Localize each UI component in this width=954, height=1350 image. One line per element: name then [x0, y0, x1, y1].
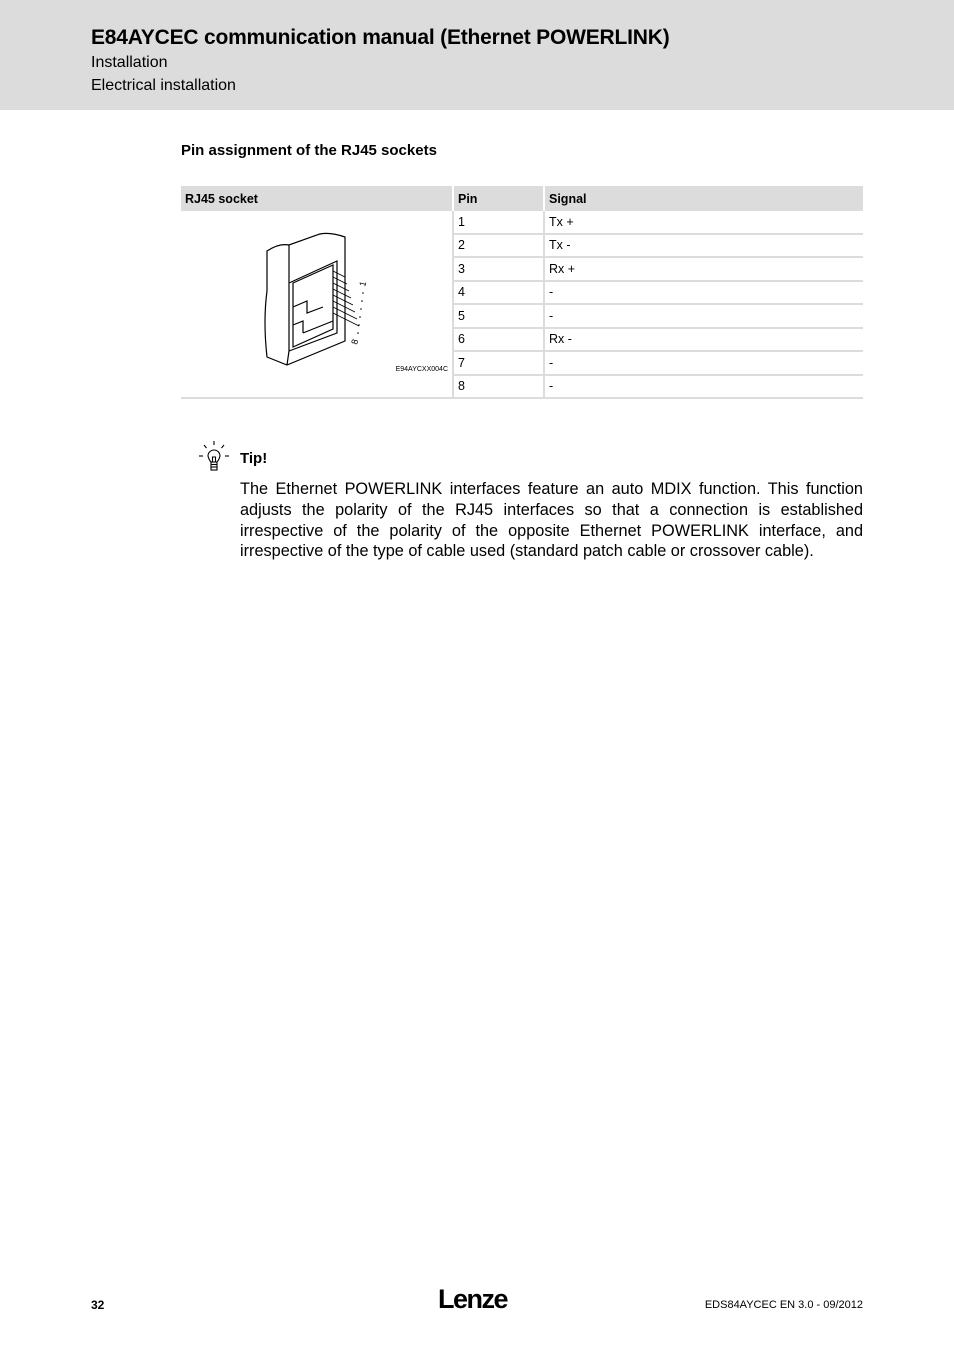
- table-row: [181, 211, 863, 235]
- pin-cell: 5: [452, 305, 543, 329]
- breadcrumb-installation: Installation: [91, 54, 168, 71]
- signal-cell: Tx -: [543, 235, 863, 259]
- signal-cell: -: [543, 282, 863, 306]
- pin-cell: 7: [452, 352, 543, 376]
- pin-cell: 2: [452, 235, 543, 259]
- page-number: 32: [91, 1298, 105, 1312]
- pin-cell: 1: [452, 211, 543, 235]
- tip-text: The Ethernet POWERLINK interfaces feature an auto MDIX function. This function adjusts the polarity of the RJ45 interfaces so that a connection is established irrespective of the polarity of the opposite Ethernet POWERLINK interface, and irrespective of the type of cable used (standard patch cable or crossover cable).: [240, 480, 863, 561]
- rj45-socket-drawing: [259, 221, 379, 371]
- signal-cell: -: [543, 376, 863, 400]
- lightbulb-icon: [197, 440, 231, 479]
- pin-cell: 3: [452, 258, 543, 282]
- pin-label-8: 8: [349, 338, 361, 346]
- rj45-figure: [181, 211, 452, 397]
- tip-label: Tip!: [240, 450, 268, 467]
- figure-code: E94AYCXX004C: [395, 366, 448, 373]
- signal-cell: -: [543, 305, 863, 329]
- column-header-signal: Signal: [543, 186, 863, 211]
- rj45-figure-cell: [181, 211, 452, 399]
- lenze-logo: Lenze: [438, 1284, 508, 1314]
- signal-cell: Tx +: [543, 211, 863, 235]
- signal-cell: -: [543, 352, 863, 376]
- pin-cell: 6: [452, 329, 543, 353]
- section-heading: Pin assignment of the RJ45 sockets: [181, 142, 437, 159]
- breadcrumb-electrical-installation: Electrical installation: [91, 77, 236, 94]
- signal-cell: Rx +: [543, 258, 863, 282]
- pin-label-1: 1: [357, 280, 369, 288]
- pin-cell: 4: [452, 282, 543, 306]
- table-header-row: [181, 186, 863, 211]
- signal-cell: Rx -: [543, 329, 863, 353]
- column-header-pin: Pin: [452, 186, 543, 211]
- pin-assignment-table: [181, 186, 863, 399]
- document-code: EDS84AYCEC EN 3.0 - 09/2012: [704, 1299, 863, 1311]
- pin-cell: 8: [452, 376, 543, 400]
- column-header-rj45-socket: RJ45 socket: [181, 186, 452, 211]
- document-title: E84AYCEC communication manual (Ethernet POWERLINK): [91, 26, 670, 49]
